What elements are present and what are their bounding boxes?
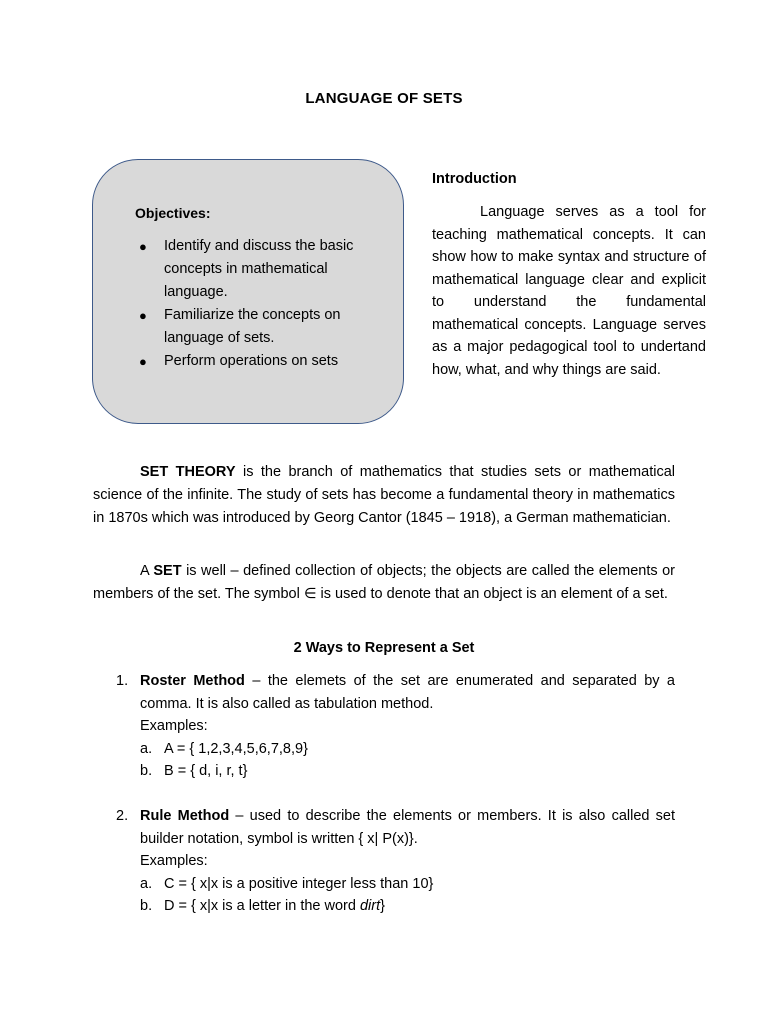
method-number: 1.	[116, 673, 129, 689]
objectives-list	[135, 235, 385, 373]
example-item: b. B = { d, i, r, t}	[140, 763, 248, 779]
objectives-box	[92, 159, 404, 424]
objectives-heading: Objectives:	[135, 205, 211, 221]
method-description: Rule Method – used to describe the elements or members. It is also called set builder notation, symbol is written { x| P(x)}.	[140, 808, 676, 847]
examples-label: Examples:	[140, 718, 208, 734]
method-name: Rule Method	[140, 808, 230, 824]
objective-item: ● Identify and discuss the basic concepts in mathematical language.	[135, 235, 385, 304]
bullet-icon: ●	[139, 354, 147, 369]
example-item: a. A = { 1,2,3,4,5,6,7,8,9}	[140, 740, 308, 757]
page-title: LANGUAGE OF SETS	[305, 90, 463, 107]
objective-item: ● Perform operations on sets	[135, 350, 385, 373]
examples-label: Examples:	[140, 853, 208, 869]
bullet-icon: ●	[139, 308, 147, 323]
set-theory-term: SET THEORY	[140, 464, 236, 480]
introduction-heading: Introduction	[432, 171, 517, 187]
roster-method	[116, 670, 675, 783]
method-number: 2.	[116, 808, 129, 824]
set-theory-paragraph: SET THEORY is the branch of mathematics that studies sets or mathematical science of the infinite. The study of sets has become a fundamental theory in mathematics in 1870s which was introduced by Georg Cantor (1845 – 1918), a German mathematician.	[93, 464, 675, 526]
example-item: a. C = { x|x is a positive integer less than 10}	[140, 875, 434, 892]
method-name: Roster Method	[140, 673, 245, 689]
method-description: Roster Method – the elemets of the set are enumerated and separated by a comma. It is also called as tabulation method.	[140, 673, 675, 712]
represent-heading: 2 Ways to Represent a Set	[293, 640, 475, 656]
example-italic-word: dirt	[359, 898, 381, 914]
bullet-icon: ●	[139, 239, 147, 254]
example-item: b. D = { x|x is a letter in the word dirt}	[140, 898, 385, 914]
objective-item: ● Familiarize the concepts on language of sets.	[135, 304, 385, 350]
set-term: SET	[153, 563, 182, 579]
set-definition-paragraph: A SET is well – defined collection of objects; the objects are called the elements or members of the set. The symbol ∈ is used to denote that an object is an element of a set.	[93, 563, 675, 602]
rule-method	[116, 805, 675, 918]
introduction-text: Language serves as a tool for teaching mathematical concepts. It can show how to make syntax and structure of mathematical language clear and explicit to understand the fundamental mathematical concepts. Language serves as a major pedagogical tool to undertand how, what, and why things are said.	[432, 204, 706, 378]
